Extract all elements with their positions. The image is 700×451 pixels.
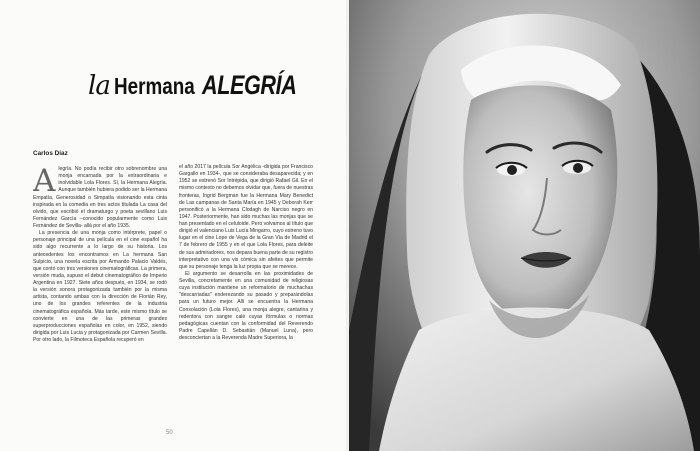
title-alegria: ALEGRÍA <box>202 70 297 100</box>
paragraph: el año 2017 la película Sor Angélica -dirigida por Francisco Gargallo en 1934-, que se consideraba desaparecida; y en 1952 se estrenó Sor Intrépida, que dirigió Rafael Gil. En el mismo contexto no debemos olvidar que, fuera de nuestras fronteras, Ingrid Bergman fue la Hermana Mary Benedict de Las campanas de Santa María en 1945 y Deborah Kerr personificó a la Hermana Clodagh de Narciso negro en 1947. Posteriormente, han sido muchas las monjas que se han presentado en el celuloide. Pero volvamos al título que dirigió el valenciano Luis Lucía Mingarro, cuyo estreno tuvo lugar en el cine Lope de Vega de la Gran Vía de Madrid el 7 de febrero de 1955 y en el que Lola Flores, para deleite de sus admiradores, nos depara buena parte de su registro interpretativo con una vis cómica sin afeites que permite que su personaje tenga la luz propia que se merece. <box>179 164 313 270</box>
article-title <box>88 70 320 101</box>
paragraph <box>33 166 167 230</box>
drop-cap: A <box>33 166 56 199</box>
text-column-2 <box>179 164 313 414</box>
portrait-photo <box>349 0 700 451</box>
page-gutter <box>346 0 352 451</box>
title-la: la <box>88 71 110 101</box>
paragraph: La presencia de una monja como intérprete, papel o personaje principal de una película en el cine español ha sido algo recurrente a lo largo de su historia. Los antecedentes los encontramos en La hermana San Sulpicio, una novela escrita por Armando Palacio Valdés, que contó con tres versiones cinematográficas. La primera, versión muda, supuso el debut cinematográfico de Imperio Argentina en 1927. Siete años después, en 1934, se rodó la versión sonora protagonizada también por la misma artista, contando ambas con la dirección de Florián Rey, uno de los grandes referentes de la industria cinematográfica española. Más tarde, este mismo título se convierte en una de las primeras grandes superproducciones españolas en color, en 1952, siendo dirigida por Luis Lucia y protagonizada por Carmen Sevilla. Por otro lado, la Filmoteca Española recuperó en <box>33 230 167 343</box>
left-page <box>0 0 349 451</box>
iris-right <box>573 163 583 173</box>
author-byline: Carlos Díaz <box>33 150 68 157</box>
title-hermana: Hermana <box>113 73 195 99</box>
text-column-1 <box>33 166 167 416</box>
page-number: 50 <box>166 430 173 436</box>
iris-left <box>507 165 517 175</box>
paragraph: El argumento se desarrolla en las proximidades de Sevilla, concretamente en una comunidad de religiosas cuya institución mantiene un reformatorio de muchachas "descarriadas" enderezando su pasado y preparándolas para un futuro mejor. Allí se encuentra la Hermana Consolación (Lola Flores), una monja alegre, cantarina y redentora con sangre calé cuyas fórmulas o normas pedagógicas cuentan con la conformidad del Reverendo Padre Capellán D. Sebastián (Manuel Luna), pero desconciertan a la Reverenda Madre Superiora, la <box>179 270 313 341</box>
paragraph-text: legría. No podía recibir otro sobrenombre una monja encarnada por la extraordinaria e inolvidable Lola Flores. Sí, la Hermana Alegría. Aunque también hubiera podido ser la Hermana Empatía, Generosidad o Simpatía visionando esta cinta inspirada en la comedia en tres actos titulada La casa del olvido, que escribió el dramaturgo y poeta sevillano Luis Fernández García –conocido popularmente como Luis Fernández de Sevilla- allá por el año 1935. <box>33 166 167 229</box>
